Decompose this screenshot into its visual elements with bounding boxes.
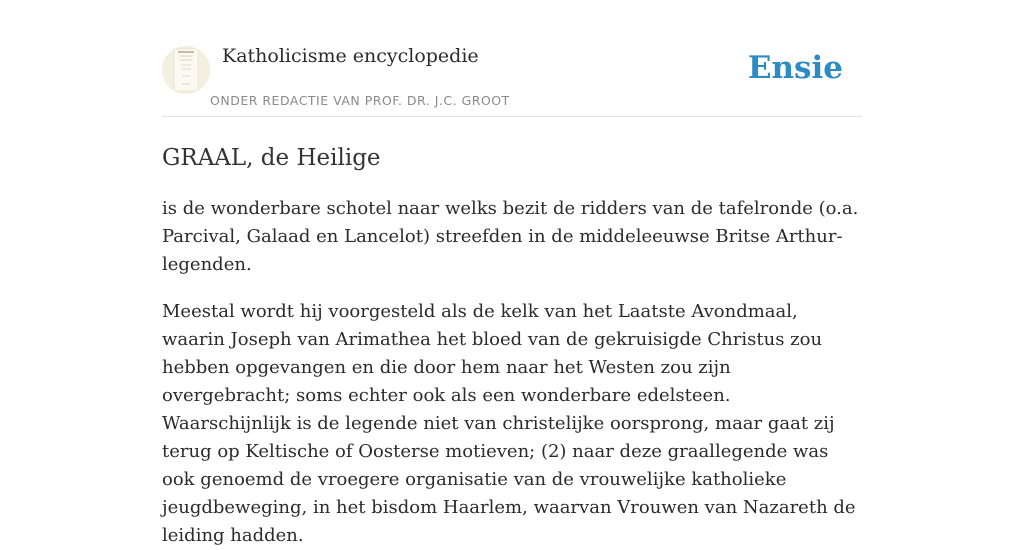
article-paragraph: Meestal wordt hij voorgesteld als de kelk van het Laatste Avondmaal, waarin Joseph van Arimathea het bloed van de gekruisigde Christus zou hebben opgevangen en die door hem naar het Westen zou zijn overgebracht; soms echter ook als een wonderbare edelsteen. Waarschijnlijk is de legende niet van christelijke oorsprong, maar gaat zij terug op Keltische of Oosterse motieven; (2) naar deze graallegende was ook genoemd de vroegere organisatie van de vrouwelijke katholieke jeugdbeweging, in het bisdom Haarlem, waarvan Vrouwen van Nazareth de leiding hadden. (162, 301, 856, 546)
header (162, 0, 862, 117)
editor-subtitle: ONDER REDACTIE VAN PROF. DR. J.C. GROOT (210, 93, 510, 108)
page (162, 0, 862, 550)
ensie-logo-link[interactable]: Ensie (747, 50, 843, 86)
encyclopedia-title[interactable]: Katholicisme encyclopedie (222, 45, 479, 67)
article-paragraph: is de wonderbare schotel naar welks bezit de ridders van de tafelronde (o.a. Parcival, Galaad en Lancelot) streefden in de middeleeuwse Britse Arthur-legenden. (162, 198, 859, 275)
article-heading: GRAAL, de Heilige (162, 145, 381, 171)
book-cover-icon[interactable] (162, 46, 210, 94)
